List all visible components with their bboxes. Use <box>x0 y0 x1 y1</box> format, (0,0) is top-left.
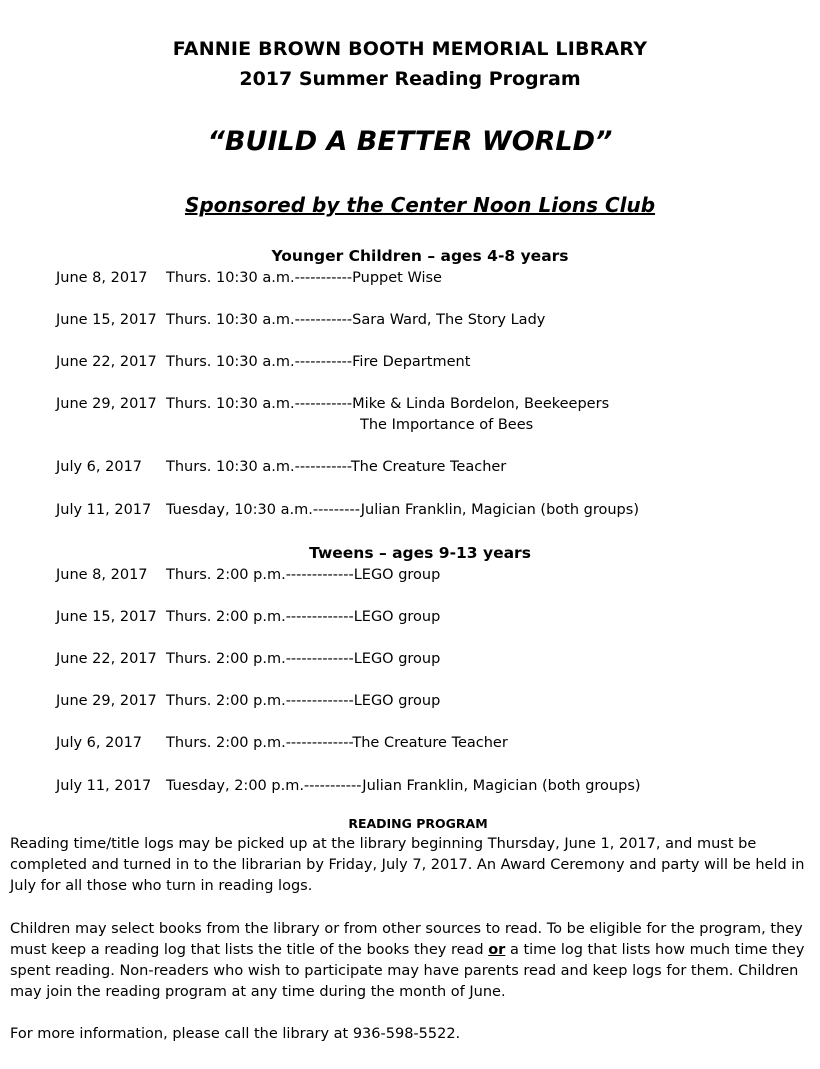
paragraph-text: Children may select books from the library or from other sources to read. To be eligible for the program, they must keep a reading log that lists the title of the books they read <box>10 921 803 958</box>
younger-row <box>56 459 506 475</box>
younger-row <box>56 354 470 370</box>
reading-paragraph-2 <box>10 919 815 1003</box>
program-title: 2017 Summer Reading Program <box>239 68 581 90</box>
tweens-row <box>56 567 440 583</box>
event-entry: Thurs. 2:00 p.m.-------------LEGO group <box>166 651 441 667</box>
program-theme: “BUILD A BETTER WORLD” <box>207 126 613 157</box>
library-name: FANNIE BROWN BOOTH MEMORIAL LIBRARY <box>172 38 648 60</box>
tweens-row <box>56 735 508 751</box>
tweens-row <box>56 609 440 625</box>
event-entry: Thurs. 2:00 p.m.-------------LEGO group <box>166 609 441 625</box>
event-entry: Thurs. 10:30 a.m.-----------Mike & Linda Bordelon, Beekeepers <box>166 396 610 412</box>
event-entry: Thurs. 2:00 p.m.-------------LEGO group <box>166 567 441 583</box>
tweens-row <box>56 778 641 794</box>
event-date: June 22, 2017 <box>56 354 157 370</box>
event-entry: Thurs. 10:30 a.m.-----------The Creature Teacher <box>166 459 507 475</box>
tweens-row <box>56 651 440 667</box>
reading-program-heading: READING PROGRAM <box>348 816 488 831</box>
event-entry: Thurs. 10:30 a.m.-----------Fire Department <box>166 354 471 370</box>
sponsor-line: Sponsored by the Center Noon Lions Club <box>184 193 656 217</box>
contact-line: For more information, please call the library at 936-598-5522. <box>10 1026 461 1042</box>
event-date: June 15, 2017 <box>56 609 157 625</box>
reading-paragraph-1: Reading time/title logs may be picked up at the library beginning Thursday, June 1, 2017, and must be completed and turned in to the librarian by Friday, July 7, 2017. An Award Ceremony and party will be held in July for all those who turn in reading logs. <box>10 836 805 894</box>
event-entry: Thurs. 2:00 p.m.-------------LEGO group <box>166 693 441 709</box>
event-subtitle: The Importance of Bees <box>360 417 534 433</box>
event-date: June 8, 2017 <box>56 567 148 583</box>
event-date: July 11, 2017 <box>56 778 152 794</box>
event-date: June 22, 2017 <box>56 651 157 667</box>
event-date: July 6, 2017 <box>56 735 143 751</box>
tweens-heading: Tweens – ages 9-13 years <box>309 544 531 562</box>
event-entry: Thurs. 2:00 p.m.-------------The Creature Teacher <box>166 735 508 751</box>
emphasis-or: or <box>488 942 506 958</box>
event-entry: Tuesday, 2:00 p.m.-----------Julian Franklin, Magician (both groups) <box>166 778 641 794</box>
event-date: June 15, 2017 <box>56 312 157 328</box>
event-date: July 11, 2017 <box>56 502 152 518</box>
event-entry: Thurs. 10:30 a.m.-----------Sara Ward, The Story Lady <box>166 312 546 328</box>
paragraph-text: a time log that lists how much time they spent reading. Non-readers who wish to participate may have parents read and keep logs for them. Children may join the reading program at any time during the month of June. <box>10 942 805 1000</box>
event-entry: Tuesday, 10:30 a.m.---------Julian Franklin, Magician (both groups) <box>166 502 639 518</box>
younger-heading: Younger Children – ages 4-8 years <box>271 247 569 265</box>
younger-row <box>56 270 442 286</box>
younger-row <box>56 312 545 328</box>
younger-row <box>56 502 639 518</box>
event-date: July 6, 2017 <box>56 459 143 475</box>
event-date: June 29, 2017 <box>56 693 157 709</box>
event-date: June 8, 2017 <box>56 270 148 286</box>
event-date: June 29, 2017 <box>56 396 157 412</box>
tweens-row <box>56 693 440 709</box>
younger-row <box>56 396 609 412</box>
event-entry: Thurs. 10:30 a.m.-----------Puppet Wise <box>166 270 442 286</box>
